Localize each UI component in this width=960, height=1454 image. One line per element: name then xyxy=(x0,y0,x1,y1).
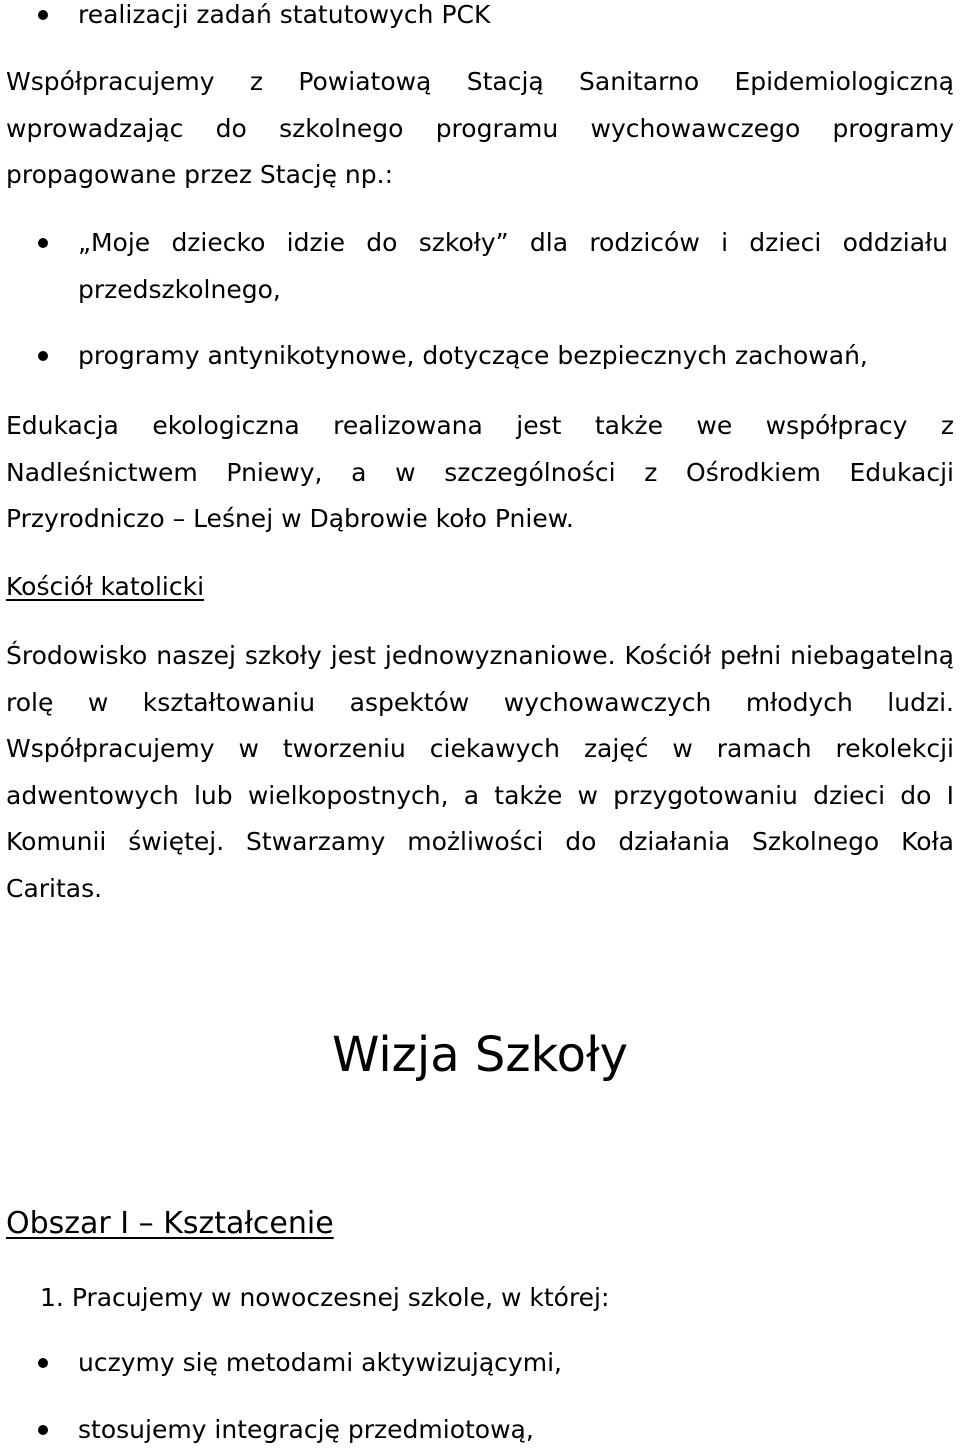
list-item-text: realizacji zadań statutowych PCK xyxy=(78,0,491,29)
section-heading-area-text: Obszar I – Kształcenie xyxy=(6,1206,334,1241)
bullet-icon xyxy=(38,351,48,361)
bullet-icon xyxy=(38,10,48,20)
numbered-item-text: Pracujemy w nowoczesnej szkole, w której: xyxy=(71,1283,610,1312)
bullet-icon xyxy=(38,1358,48,1368)
list-item-text: „Moje dziecko idzie do szkoły” dla rodziców i dzieci oddziału przedszkolnego, xyxy=(78,228,948,304)
section-heading-church-text: Kościół katolicki xyxy=(6,572,205,601)
list-item-text: uczymy się metodami aktywizującymi, xyxy=(78,1348,562,1377)
paragraph-church: Środowisko naszej szkoły jest jednowyznaniowe. Kościół pełni niebagatelną rolę w kształtowaniu aspektów wychowawczych młodych ludzi. Współpracujemy w tworzeniu ciekawych zajęć w ramach rekolekcji adwentowych lub wielkopostnych, a także w przygotowaniu dzieci do I Komunii świętej. Stwarzamy możliwości do działania Szkolnego Koła Caritas. xyxy=(6,641,954,903)
paragraph-ecology: Edukacja ekologiczna realizowana jest także we współpracy z Nadleśnictwem Pniewy, a w szczególności z Ośrodkiem Edukacji Przyrodniczo – Leśnej w Dąbrowie koło Pniew. xyxy=(6,411,954,533)
list-item-text: programy antynikotynowe, dotyczące bezpiecznych zachowań, xyxy=(78,341,868,370)
page-title: Wizja Szkoły xyxy=(331,1027,629,1083)
numbered-item xyxy=(40,1275,609,1322)
section-heading-church xyxy=(6,564,954,611)
bullet-icon xyxy=(38,238,48,248)
bullet-icon xyxy=(38,1425,48,1435)
section-heading-area xyxy=(6,1198,334,1250)
numbered-item-number: 1. xyxy=(40,1283,64,1312)
paragraph-sanepid: Współpracujemy z Powiatową Stacją Sanitarno Epidemiologiczną wprowadzając do szkolnego programu wychowawczego programy propagowane przez Stację np.: xyxy=(6,67,954,189)
list-item-text: stosujemy integrację przedmiotową, xyxy=(78,1415,534,1444)
